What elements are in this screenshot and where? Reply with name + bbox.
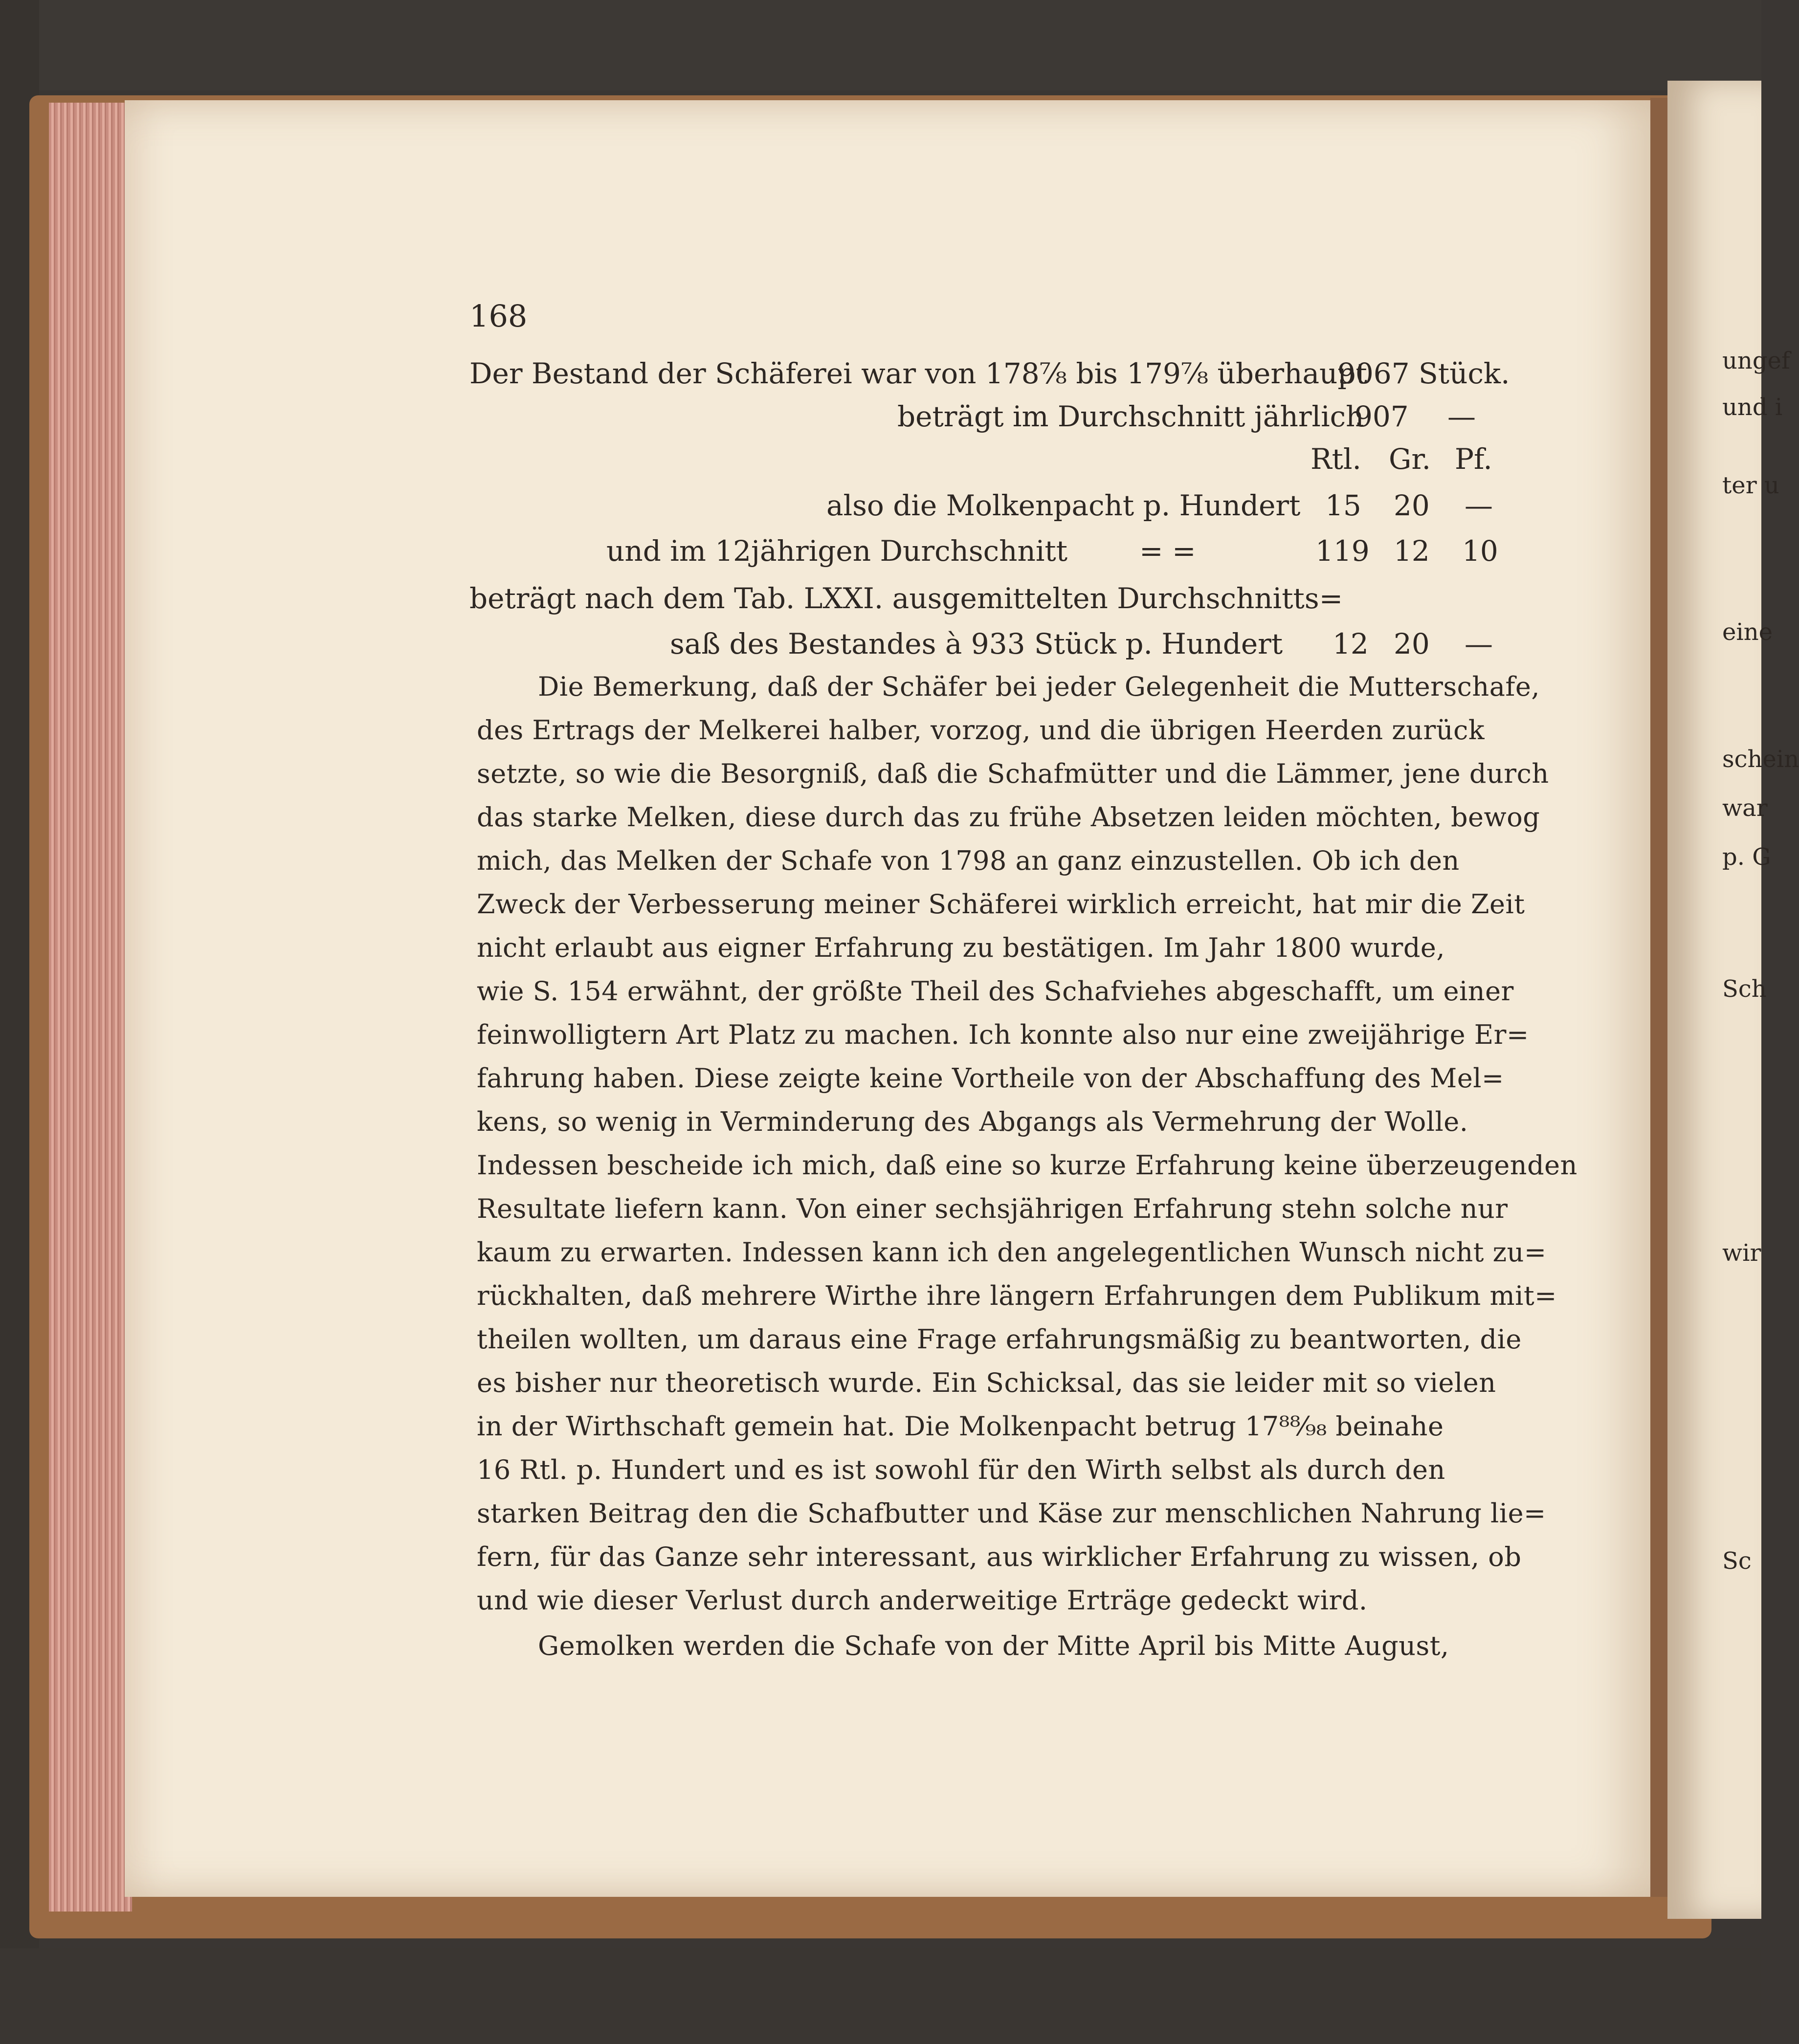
paragraph-line: Gemolken werden die Schafe von der Mitte April bis Mitte August, (538, 1630, 1449, 1661)
stat-row3-text: also die Molkenpacht p. Hundert (826, 489, 1301, 522)
stat-row1-value: 9067 Stück. (1337, 357, 1510, 390)
paragraph-line: starken Beitrag den die Schafbutter und Käse zur menschlichen Nahrung lie= (477, 1498, 1546, 1529)
stat-row6-pf: — (1465, 627, 1493, 660)
right-fragment: ungef (1722, 347, 1790, 374)
paragraph-line: fern, für das Ganze sehr interessant, aus wirklicher Erfahrung zu wissen, ob (477, 1541, 1522, 1572)
stat-row3-gr: 20 (1394, 489, 1430, 522)
right-fragment: und i (1722, 394, 1783, 421)
paragraph-line: und wie dieser Verlust durch anderweitige Erträge gedeckt wird. (477, 1585, 1368, 1616)
paragraph-line: wie S. 154 erwähnt, der größte Theil des Schafviehes abgeschafft, um einer (477, 976, 1514, 1007)
paragraph-line: es bisher nur theoretisch wurde. Ein Schicksal, das sie leider mit so vielen (477, 1367, 1496, 1398)
stat-row6-text: saß des Bestandes à 933 Stück p. Hundert (670, 627, 1283, 660)
stat-row4-gr: 12 (1394, 534, 1430, 568)
paragraph-line: setzte, so wie die Besorgniß, daß die Schafmütter und die Lämmer, jene durch (477, 758, 1549, 789)
stat-row6-rtl: 12 (1333, 627, 1369, 660)
right-fragment: p. G (1722, 843, 1771, 871)
right-fragment: Sc (1722, 1547, 1752, 1575)
stat-row4-pf: 10 (1462, 534, 1498, 568)
stat-row2-dash: — (1447, 400, 1476, 433)
paragraph-line: kaum zu erwarten. Indessen kann ich den angelegentlichen Wunsch nicht zu= (477, 1237, 1547, 1268)
col-header-pf: Pf. (1455, 442, 1492, 476)
paragraph-line: Die Bemerkung, daß der Schäfer bei jeder Gelegenheit die Mutterschafe, (538, 671, 1540, 702)
col-header-gr: Gr. (1389, 442, 1431, 476)
right-fragment: wir (1722, 1239, 1761, 1267)
col-header-rtl: Rtl. (1310, 442, 1361, 476)
right-fragment: eine (1722, 618, 1773, 646)
paragraph-line: Resultate liefern kann. Von einer sechsjährigen Erfahrung stehn solche nur (477, 1193, 1508, 1224)
paragraph-line: feinwolligtern Art Platz zu machen. Ich konnte also nur eine zweijährige Er= (477, 1019, 1529, 1050)
page-edges (49, 103, 132, 1912)
paragraph-line: fahrung haben. Diese zeigte keine Vortheile von der Abschaffung des Mel= (477, 1063, 1504, 1094)
book-gutter (1650, 98, 1670, 1897)
stat-row5-text: beträgt nach dem Tab. LXXI. ausgemittelten Durchschnitts= (469, 582, 1343, 615)
paragraph-line: rückhalten, daß mehrere Wirthe ihre längern Erfahrungen dem Publikum mit= (477, 1280, 1557, 1311)
right-fragment: ter u (1722, 472, 1779, 499)
paragraph-line: theilen wollten, um daraus eine Frage erfahrungsmäßig zu beantworten, die (477, 1324, 1522, 1355)
stat-row3-rtl: 15 (1325, 489, 1361, 522)
paragraph-line: mich, das Melken der Schafe von 1798 an ganz einzustellen. Ob ich den (477, 845, 1460, 876)
right-page (1667, 81, 1799, 1919)
stat-row4-text: und im 12jährigen Durchschnitt (606, 534, 1068, 568)
stat-row1-text: Der Bestand der Schäferei war von 178⅞ bis 179⅞ überhaupt (469, 357, 1367, 390)
paragraph-line: in der Wirthschaft gemein hat. Die Molkenpacht betrug 17⁸⁸⁄₉₈ beinahe (477, 1411, 1444, 1442)
stat-row4-dots: = = (1139, 534, 1196, 568)
page-number: 168 (469, 298, 528, 334)
paragraph-line: des Ertrags der Melkerei halber, vorzog, und die übrigen Heerden zurück (477, 715, 1485, 746)
stat-row4-rtl: 119 (1315, 534, 1370, 568)
stat-row2-text: beträgt im Durchschnitt jährlich (897, 400, 1364, 433)
right-fragment: schein (1722, 746, 1799, 773)
stat-row3-pf: — (1465, 489, 1493, 522)
background-board-top (0, 0, 1761, 90)
background-board-bottom (0, 1948, 1761, 2044)
stat-row2-value: 907 (1355, 400, 1409, 433)
paragraph-line: Zweck der Verbesserung meiner Schäferei wirklich erreicht, hat mir die Zeit (477, 889, 1525, 920)
paragraph-line: kens, so wenig in Verminderung des Abgangs als Vermehrung der Wolle. (477, 1106, 1468, 1137)
right-fragment: Sch (1722, 975, 1767, 1003)
paragraph-line: 16 Rtl. p. Hundert und es ist sowohl für den Wirth selbst als durch den (477, 1454, 1445, 1485)
paragraph-line: das starke Melken, diese durch das zu frühe Absetzen leiden möchten, bewog (477, 802, 1540, 833)
paragraph-line: Indessen bescheide ich mich, daß eine so kurze Erfahrung keine überzeugenden (477, 1150, 1577, 1181)
stat-row6-gr: 20 (1394, 627, 1430, 660)
right-fragment: war (1722, 794, 1768, 822)
paragraph-line: nicht erlaubt aus eigner Erfahrung zu bestätigen. Im Jahr 1800 wurde, (477, 932, 1445, 963)
